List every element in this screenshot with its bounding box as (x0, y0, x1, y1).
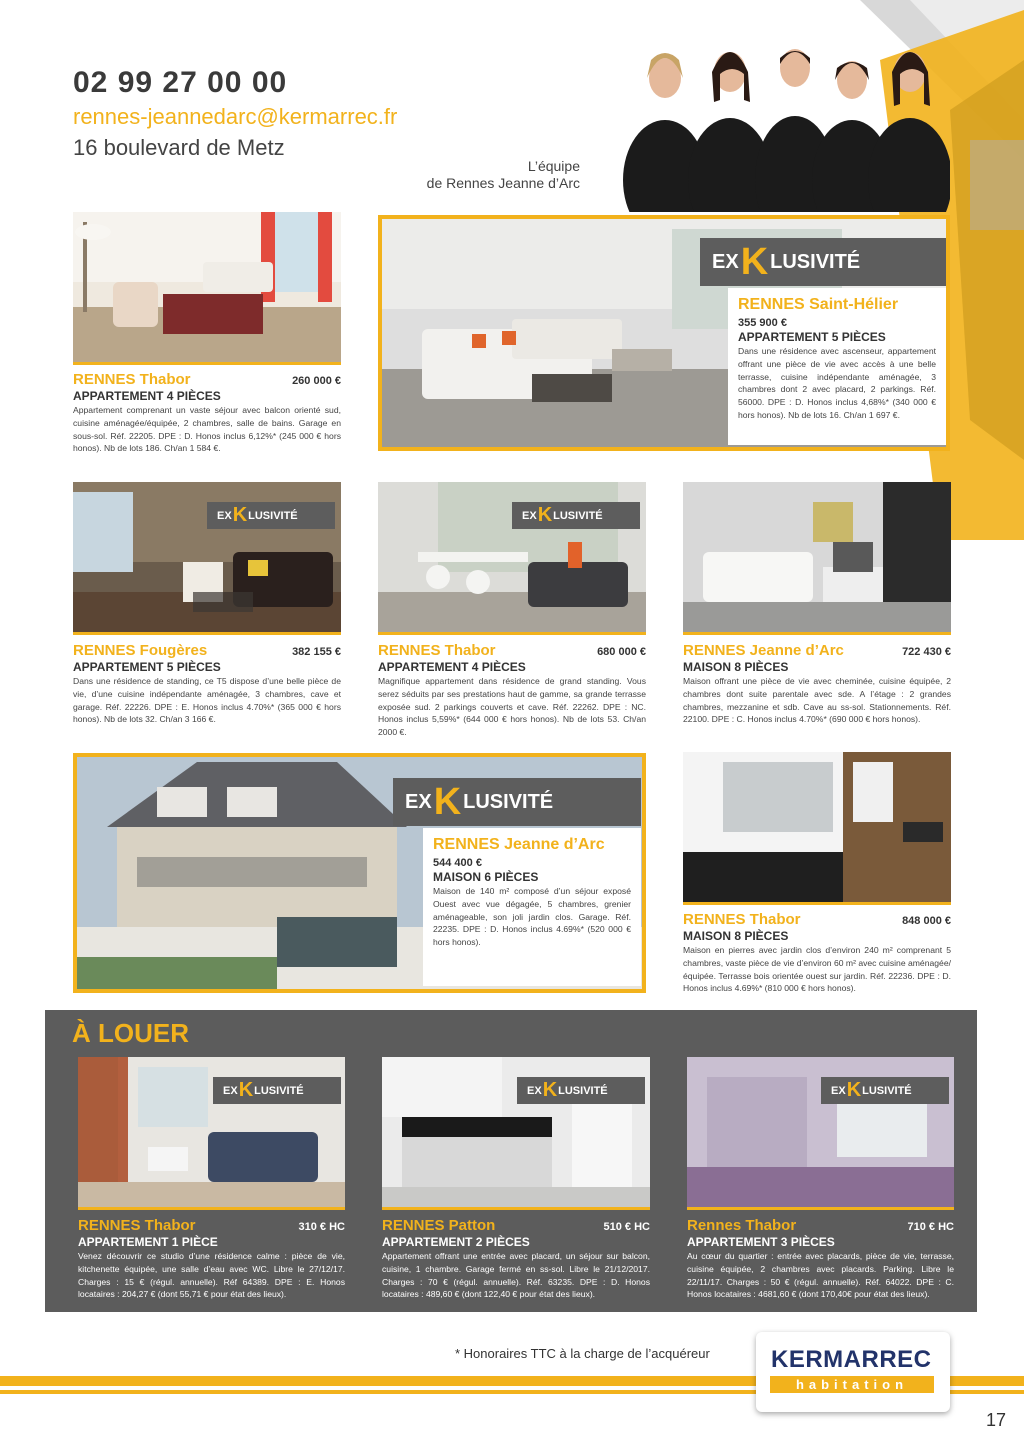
team-photo (620, 30, 950, 212)
listing-5-desc: Maison offrant une pièce de vie avec cheminée, cuisine équipée, 2 chambres dont suite parentale avec sde. A l’étage : 2 grandes chambres, mezzanine et sdb. Cave au ss-sol. Stationnements. Réf. 22100. DPE : C. Honos inclus 4.70%* (690 000 € hors honos). (683, 676, 951, 725)
listing-1-type: APPARTEMENT 4 PIÈCES (73, 389, 221, 403)
listing-7-price: 848 000 € (902, 915, 951, 927)
rental-2-price: 510 € HC (603, 1221, 650, 1233)
listing-5-price: 722 430 € (902, 646, 951, 658)
listing-4-desc: Magnifique appartement dans résidence de grand standing. Vous serez séduits par ses prestations haut de gamme, sa grande terrasse exposée sud. 2 parkings couverts et cave. Réf. 22262. DPE : NC. Honos inclus 5,59%* (644 000 € hors honos). Nb de lots 53. Ch/an 2000 €. (378, 676, 646, 738)
listing-3-type: APPARTEMENT 5 PIÈCES (73, 660, 221, 674)
k-logo-icon: K (238, 1079, 254, 1101)
rental-2-type: APPARTEMENT 2 PIÈCES (382, 1235, 530, 1249)
listing-7-type: MAISON 8 PIÈCES (683, 929, 789, 943)
exclusivity-prefix: EX (217, 509, 232, 522)
rental-title: À LOUER (72, 1018, 189, 1048)
exclusivity-suffix: LUSIVITÉ (248, 509, 298, 522)
listing-2-type: APPARTEMENT 5 PIÈCES (738, 330, 886, 344)
exclusivity-badge-listing-3 (207, 502, 335, 529)
exclusivity-badge-rental-1 (213, 1077, 341, 1104)
listing-5-type: MAISON 8 PIÈCES (683, 660, 789, 674)
exclusivity-suffix: LUSIVITÉ (862, 1084, 912, 1097)
rental-3-type: APPARTEMENT 3 PIÈCES (687, 1235, 835, 1249)
rental-1-price: 310 € HC (298, 1221, 345, 1233)
team-caption-line2: de Rennes Jeanne d’Arc (426, 175, 580, 191)
photo-listing-1[interactable] (73, 212, 341, 365)
listing-4-price: 680 000 € (597, 646, 646, 658)
photo-listing-5[interactable] (683, 482, 951, 635)
agency-phone[interactable]: 02 99 27 00 00 (73, 66, 288, 99)
brand-logo-name: KERMARREC (771, 1346, 932, 1373)
exclusivity-prefix: EX (831, 1084, 846, 1097)
rental-3-desc: Au cœur du quartier : entrée avec placards, pièce de vie, terrasse, cuisine équipée, 2 chambres avec placards. Parking. Libre le 22/11/17. Charges : 50 € (régul. annuelle). Réf. 64022. DPE : C. Honos locataires : 4681,60 € (dont 170,40€ pour état des lieux). (687, 1251, 954, 1300)
listing-2-price: 355 900 € (738, 317, 787, 329)
brand-logo-subtitle: habitation (770, 1376, 934, 1393)
exclusivity-badge-listing-4 (512, 502, 640, 529)
exclusivity-prefix: EX (712, 250, 739, 273)
rental-3-price: 710 € HC (907, 1221, 954, 1233)
exclusivity-suffix: LUSIVITÉ (558, 1084, 608, 1097)
rental-1-city: RENNES Thabor (78, 1217, 196, 1234)
exclusivity-badge-rental-3 (821, 1077, 949, 1104)
exclusivity-prefix: EX (405, 790, 432, 813)
listing-6-desc: Maison de 140 m² composé d’un séjour exposé Ouest avec vue dégagée, 5 chambres, grenier aménageable, son joli jardin clos. Garage. Réf. 22235. DPE : D. Honos inclus 4.69%* (520 000 € hors honos). (433, 886, 631, 948)
rental-1-desc: Venez découvrir ce studio d’une résidence calme : pièce de vie, kitchenette équipée, une salle d’eau avec WC. Libre le 27/12/17. Charges : 15 € (régul. annuelle). Réf 64389. DPE : E. Honos locataires : 204,27 € (dont 55,71 € pour état des lieux). (78, 1251, 345, 1300)
page-number: 17 (986, 1410, 1007, 1430)
exclusivity-prefix: EX (522, 509, 537, 522)
agency-email[interactable]: rennes-jeannedarc@kermarrec.fr (73, 104, 398, 129)
listing-1-city: RENNES Thabor (73, 371, 191, 388)
team-caption (400, 158, 580, 192)
listing-1-desc: Appartement comprenant un vaste séjour avec balcon orienté sud, cuisine aménagée/équipée, 2 chambres, salle de bains. Garage en sous-sol. Réf. 22205. DPE : D. Honos inclus 6,12%* (245 000 € hors honos). Nb de lots 186. Ch/an 1 584 €. (73, 405, 341, 454)
listing-4-city: RENNES Thabor (378, 642, 496, 659)
exclusivity-prefix: EX (223, 1084, 238, 1097)
listing-3-city: RENNES Fougères (73, 642, 208, 659)
k-logo-icon: K (232, 504, 248, 526)
k-logo-icon: K (537, 504, 553, 526)
listing-3-desc: Dans une résidence de standing, ce T5 dispose d’une belle pièce de vie, d’une cuisine indépendante aménagée, 3 chambres, cave et garage. Réf. 22226. DPE : E. Honos inclus 4.70%* (365 000 € hors honos). Nb de lots 32. Ch/an 3 166 €. (73, 676, 341, 725)
listing-7-city: RENNES Thabor (683, 911, 801, 928)
k-logo-icon: K (433, 780, 462, 823)
exclusivity-suffix: LUSIVITÉ (770, 250, 861, 273)
listing-7-desc: Maison en pierres avec jardin clos d’environ 240 m² comprenant 5 chambres, vaste pièce de vie d’environ 60 m² avec cuisine aménagée/équipée. Terrasse bois orientée ouest sur jardin. Réf. 22236. DPE : D. Honos inclus 4.69%* (810 000 € hors honos). (683, 945, 951, 994)
rental-2-desc: Appartement offrant une entrée avec placard, un séjour sur balcon, cuisine, 1 chambre. Garage fermé en ss-sol. Libre le 21/12/2017. Charges : 70 € (régul. annuelle). Réf. 63235. DPE : D. Honos locataires : 489,60 € (dont 122,40 € pour état des lieux). (382, 1251, 650, 1300)
listing-6-info (423, 828, 641, 986)
listing-4-type: APPARTEMENT 4 PIÈCES (378, 660, 526, 674)
rental-1-type: APPARTEMENT 1 PIÈCE (78, 1235, 218, 1249)
listing-2-desc: Dans une résidence avec ascenseur, appartement offrant une pièce de vie avec accès à une belle terrasse, cuisine indépendante aménagée, 3 chambres dont 2 avec placard, 2 parkings. Réf. 56000. DPE : D. Honos inclus 4,68%* (340 000 € hors honos). Nb de lots 16. Ch/an 1 697 €. (738, 346, 936, 420)
footnote: * Honoraires TTC à la charge de l’acquéreur (455, 1346, 710, 1361)
listing-2-city: RENNES Saint-Hélier (738, 296, 899, 313)
exclusivity-suffix: LUSIVITÉ (553, 509, 603, 522)
exclusivity-badge-listing-6 (393, 778, 641, 826)
k-logo-icon: K (740, 240, 769, 283)
k-logo-icon: K (846, 1079, 862, 1101)
listing-6-type: MAISON 6 PIÈCES (433, 870, 539, 884)
rental-2-city: RENNES Patton (382, 1217, 496, 1234)
agency-address: 16 boulevard de Metz (73, 135, 285, 160)
listing-6-price: 544 400 € (433, 857, 482, 869)
listing-2-info (728, 288, 946, 445)
rental-3-city: Rennes Thabor (687, 1217, 797, 1234)
exclusivity-suffix: LUSIVITÉ (254, 1084, 304, 1097)
exclusivity-badge-listing-2 (700, 238, 946, 286)
exclusivity-suffix: LUSIVITÉ (463, 790, 554, 813)
listing-1-price: 260 000 € (292, 375, 341, 387)
k-logo-icon: K (542, 1079, 558, 1101)
photo-listing-7[interactable] (683, 752, 951, 905)
listing-6-city: RENNES Jeanne d’Arc (433, 836, 605, 853)
exclusivity-badge-rental-2 (517, 1077, 645, 1104)
listing-3-price: 382 155 € (292, 646, 341, 658)
listing-5-city: RENNES Jeanne d’Arc (683, 642, 844, 659)
team-caption-line1: L’équipe (527, 158, 580, 174)
exclusivity-prefix: EX (527, 1084, 542, 1097)
